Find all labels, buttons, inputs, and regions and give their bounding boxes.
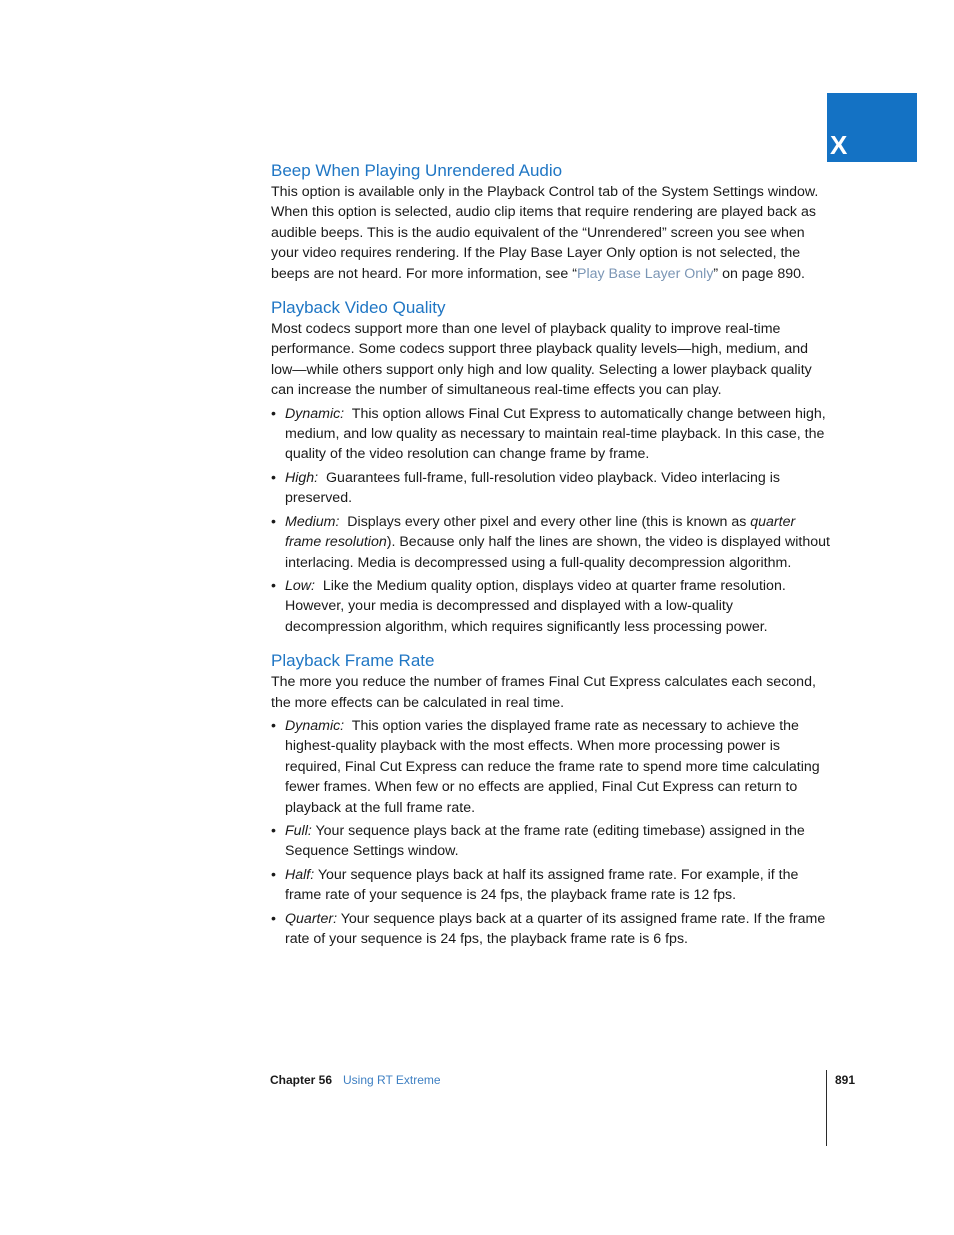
list-item: [271, 716, 831, 818]
list-item: [271, 821, 831, 862]
paragraph-text: This option is available only in the Playback Control tab of the System Settings window. When this option is selected, audio clip items that require rendering are played back as audible beeps. This is the audio equivalent of the “Unrendered” screen you see when your video requires rendering. If the Play Base Layer Only option is not selected, the beeps are not heard. For more information, see “: [271, 184, 819, 282]
item-term: Half:: [285, 866, 315, 883]
item-term: Quarter:: [285, 910, 338, 927]
footer-page-number: 891: [835, 1073, 856, 1087]
item-text: Your sequence plays back at half its assigned frame rate. For example, if the frame rate of your sequence is 24 fps, the playback frame rate is 12 fps.: [285, 866, 799, 904]
bullet-icon: •: [271, 717, 276, 734]
page-content: [271, 160, 831, 962]
section-playback-frame-rate: [271, 650, 831, 949]
section-beep-unrendered-audio: [271, 160, 831, 284]
item-text: ). Because only half the lines are shown, the video is displayed without interlacing. Media is decompressed using a full-quality decompression algorithm.: [285, 534, 830, 571]
chapter-tab-letter: X: [830, 130, 848, 160]
section-paragraph: [271, 182, 831, 284]
bullet-list: [271, 404, 831, 637]
item-text: Displays every other pixel and every other line (this is known as: [347, 513, 751, 530]
item-italic-text: quarter frame resolution: [285, 513, 796, 551]
item-term: High:: [285, 469, 319, 486]
section-paragraph: Most codecs support more than one level of playback quality to improve real-time performance. Some codecs support three playback quality levels—high, medium, and low—while others support only high and low quality. Selecting a lower playback quality can increase the number of simultaneous real-time effects you can play.: [271, 321, 812, 399]
item-term: Full:: [285, 822, 312, 839]
paragraph-text: ” on page 890.: [713, 265, 805, 282]
section-heading: Playback Video Quality: [271, 298, 446, 318]
item-text: This option varies the displayed frame rate as necessary to achieve the highest-quality playback with the most effects. When more processing power is required, Final Cut Express can reduce the frame rate to spend more time calculating fewer frames. When few or no effects are applied, Final Cut Express can return to playback at the full frame rate.: [285, 717, 820, 816]
bullet-list: [271, 716, 831, 949]
item-text: This option allows Final Cut Express to automatically change between high, medium, and low quality as necessary to maintain real-time playback. In this case, the quality of the video resolution can change frame by frame.: [285, 405, 826, 463]
item-text: Your sequence plays back at the frame rate (editing timebase) assigned in the Sequence Settings window.: [285, 822, 805, 860]
list-item: [271, 576, 831, 637]
item-text: Your sequence plays back at a quarter of its assigned frame rate. If the frame rate of your sequence is 24 fps, the playback frame rate is 6 fps.: [285, 910, 826, 947]
section-heading: Beep When Playing Unrendered Audio: [271, 161, 563, 180]
list-item: [271, 468, 831, 509]
section-heading: Playback Frame Rate: [271, 651, 435, 671]
footer-chapter-title-link[interactable]: Using RT Extreme: [343, 1073, 441, 1087]
list-item: [271, 909, 831, 950]
list-item: [271, 512, 831, 573]
item-term: Medium:: [285, 513, 340, 530]
bullet-icon: •: [271, 910, 276, 927]
list-item: [271, 865, 831, 906]
bullet-icon: •: [271, 577, 276, 594]
cross-reference-link[interactable]: Play Base Layer Only: [576, 265, 714, 282]
section-paragraph: The more you reduce the number of frames Final Cut Express calculates each second, the more effects can be calculated in real time.: [271, 674, 816, 711]
bullet-icon: •: [271, 866, 276, 883]
item-term: Dynamic:: [285, 717, 345, 734]
bullet-icon: •: [271, 405, 276, 422]
bullet-icon: •: [271, 822, 276, 839]
item-term: Low:: [285, 577, 315, 594]
list-item: [271, 404, 831, 465]
bullet-icon: •: [271, 469, 276, 486]
item-term: Dynamic:: [285, 405, 345, 422]
item-text: Guarantees full-frame, full-resolution video playback. Video interlacing is preserved.: [285, 469, 780, 507]
footer-divider: [826, 1070, 827, 1146]
item-text: Like the Medium quality option, displays video at quarter frame resolution. However, your media is decompressed and displayed with a low-quality decompression algorithm, which requires significantly less processing power.: [285, 577, 786, 635]
bullet-icon: •: [271, 513, 276, 530]
section-playback-video-quality: [271, 297, 831, 637]
footer-chapter-label: Chapter 56: [270, 1073, 333, 1087]
